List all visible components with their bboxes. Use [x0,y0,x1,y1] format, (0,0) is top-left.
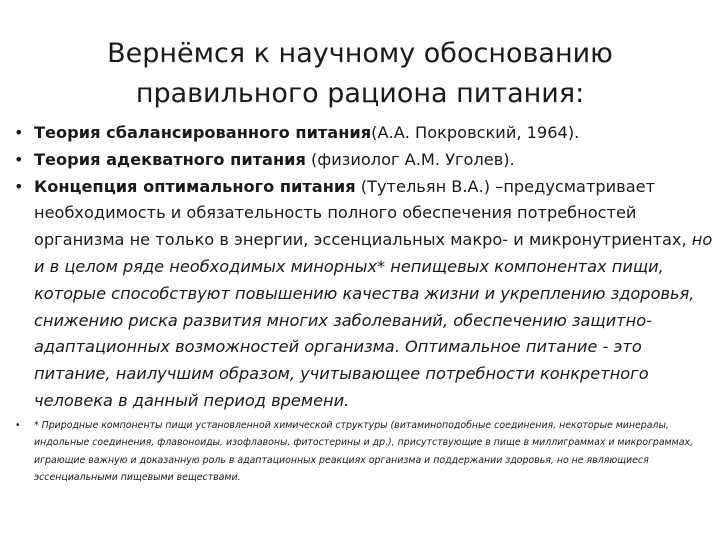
bullet-icon: • [14,149,24,169]
item-heading: Теория сбалансированного питания [34,123,372,142]
item-italic-text: но и в целом ряде необходимых минорных* непищевых компонентах пищи, которые способствуют повышению качества жизни и укреплению здоровья, снижению риска развития многих заболеваний, обеспечению защитно-адаптационных возможностей организма. Оптимальное питание - это питание, наилучшим образом, учитывающее потребности конкретного человека в данный период времени. [34,230,713,410]
item-heading: Теория адекватного питания [34,149,306,169]
item-heading: Концепция оптимального питания [34,176,356,196]
slide-title [40,34,680,114]
footnote [10,417,716,487]
item-text: (Тутельян В.А.) –предусматривает необходимость и обязательность полного обеспечения потребностей организма не только в энергии, эссенциальных макро- и микронутриентах, [34,176,687,250]
bullet-list [10,120,716,486]
bullet-icon: • [14,176,24,196]
footnote-text: * Природные компоненты пищи установленной химической структуры (витаминоподобные соединения, некоторые минералы, индольные соединения, флавоноиды, изофлавоны, фитостерины и др.), присутствующие в пище в миллиграммах и микрограммах, играющие важную и доказанную роль в адаптационных реакциях организма и поддержании здоровья, но не являющиеся эссенциальными пищевыми веществами. [34,419,693,483]
item-text: (А.А. Покровский, 1964). [371,123,580,142]
list-item-adequate-nutrition [10,147,716,174]
title-line-2: правильного рациона питания: [135,78,585,109]
title-line-1: Вернёмся к научному обоснованию [107,38,613,69]
list-item-balanced-nutrition [10,120,716,147]
list-item-optimal-nutrition [10,174,716,415]
bullet-icon: • [15,419,21,431]
item-text: (физиолог А.М. Уголев). [305,149,515,169]
bullet-icon: • [14,123,24,142]
